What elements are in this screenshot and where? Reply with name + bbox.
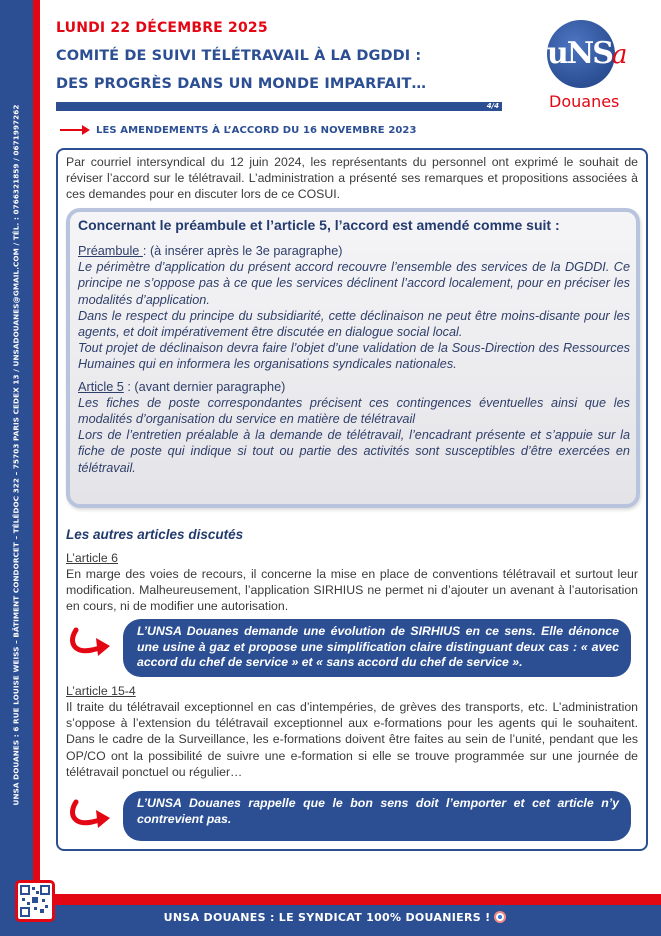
header-bar: [56, 102, 502, 111]
footer-slogan: [145, 907, 525, 929]
preamble-paragraph: Dans le respect du principe du subsidiarité, cette déclinaison ne peut être moins-disante pour les agents, et doit impérativement être discutée en dialogue social local.: [78, 308, 630, 340]
unsa-logo: [547, 20, 626, 88]
document-date: LUNDI 22 DÉCEMBRE 2025: [56, 20, 268, 36]
red-stripe: [33, 0, 40, 904]
article6-heading: L’article 6: [66, 551, 118, 565]
preamble-note: : (à insérer après le 3e paragraphe): [142, 244, 343, 258]
other-articles: [66, 526, 638, 615]
qr-code-icon[interactable]: [15, 880, 55, 922]
preamble-label: Préambule: [78, 244, 143, 258]
preamble-paragraph: Tout projet de déclinaison devra faire l’objet d’une validation de la Sous-Direction des Ressources Humaines qui en informera les organisations syndicales nationales.: [78, 341, 630, 372]
article5-paragraph: Lors de l’entretien préalable à la demande de télétravail, l’encadrant présente et s’appuie sur la fiche de poste qui indique si tout ou partie des activités sont susceptibles d’être exercées en télétravail.: [78, 428, 630, 475]
logo-letter-a: a: [611, 40, 626, 70]
article15-4: [66, 683, 638, 780]
section-heading: [60, 124, 417, 136]
article15-4-text: Il traite du télétravail exceptionnel en cas d’intempéries, de grèves des transports, etc. L’administration s’oppose à l’extension du télétravail exceptionnel aux e-formations pour les agents qui le souhaitent. Dans le cadre de la Surveillance, les e-formations doivent être faites au sein de l’unité, pendant que les OP/CO ont la possibilité de suivre une e-formation si elle se trouve programmée sur une journée de télétravail ponctuel ou régulier…: [66, 700, 638, 779]
page-number: 4/4: [486, 102, 499, 110]
article6-text: En marge des voies de recours, il concerne la mise en place de conventions télétravail et surtout leur modification. Malheureusement, l’application SIRHIUS ne permet ni d’ajouter un avenant à l’autorisation en cours, ni de modifier une autorisation.: [66, 567, 638, 614]
curved-arrow-icon: [66, 798, 116, 832]
arrow-right-icon: [60, 124, 90, 136]
preamble-paragraph: Le périmètre d’application du présent accord recouvre l’ensemble des services de la DGDDI. Ce principe ne s’oppose pas à ce que les services déclinent l’accord localement, pour en préciser les modalités d’application.: [78, 260, 630, 307]
article15-4-callout: L’UNSA Douanes rappelle que le bon sens doit l’emporter et cet article n’y contrevient pas.: [123, 791, 631, 841]
logo-name-rest: ouanes: [561, 92, 620, 111]
sidebar-contact-text: UNSA DOUANES : 6 RUE LOUISE WEISS – BÂTIMENT CONDORCET – TÉLÉDOC 322 – 75703 PARIS CEDEX 13 / UNSADOUANES@GMAIL.COM / TÉL. : 0766321859 / 0671997262: [11, 104, 21, 806]
amendments-box: [66, 208, 640, 508]
article5-paragraph: Les fiches de poste correspondantes précisent ces contingences éventuelles ainsi que les modalités d’organisation du service en matière de télétravail: [78, 395, 630, 427]
article6-callout: L’UNSA Douanes demande une évolution de SIRHIUS en ce sens. Elle dénonce une usine à gaz et propose une simplification claire distinguant deux cas : « avec accord du chef de service » et « sans accord du chef de service ».: [123, 619, 631, 677]
footer-red-stripe: [40, 894, 661, 905]
qr-code-pattern: [20, 885, 50, 917]
intro-paragraph: Par courriel intersyndical du 12 juin 2024, les représentants du personnel ont exprimé le souhait de réviser l’accord sur le télétravail. L’administration a présenté ses remarques et propositions associées à ces demandes pour en discuter lors de ce COSUI.: [66, 155, 638, 202]
preamble-heading: [78, 243, 630, 259]
page-title-line1: COMITÉ DE SUIVI TÉLÉTRAVAIL À LA DGDDI :: [56, 48, 422, 64]
page-title-line2: DES PROGRÈS DANS UN MONDE IMPARFAIT…: [56, 76, 427, 92]
main-content-box: [56, 148, 648, 851]
article5-heading: [78, 379, 630, 395]
article15-4-heading: L’article 15-4: [66, 684, 136, 698]
other-articles-title: Les autres articles discutés: [66, 527, 244, 542]
article5-label: Article 5: [78, 379, 124, 394]
logo-letters: [547, 34, 626, 75]
amendments-title: Concernant le préambule et l’article 5, l’accord est amendé comme suit :: [78, 217, 560, 233]
article5-note: : (avant dernier paragraphe): [123, 379, 286, 394]
logo-name-initial: D: [549, 92, 562, 111]
footer-slogan-text: UNSA DOUANES : LE SYNDICAT 100% DOUANIERS !: [163, 911, 491, 924]
target-icon: [494, 911, 506, 923]
logo-letters-main: uNS: [547, 36, 612, 71]
curved-arrow-icon: [66, 626, 116, 660]
logo-name: [549, 92, 620, 111]
section-title: LES AMENDEMENTS À L’ACCORD DU 16 NOVEMBRE 2023: [96, 124, 417, 136]
